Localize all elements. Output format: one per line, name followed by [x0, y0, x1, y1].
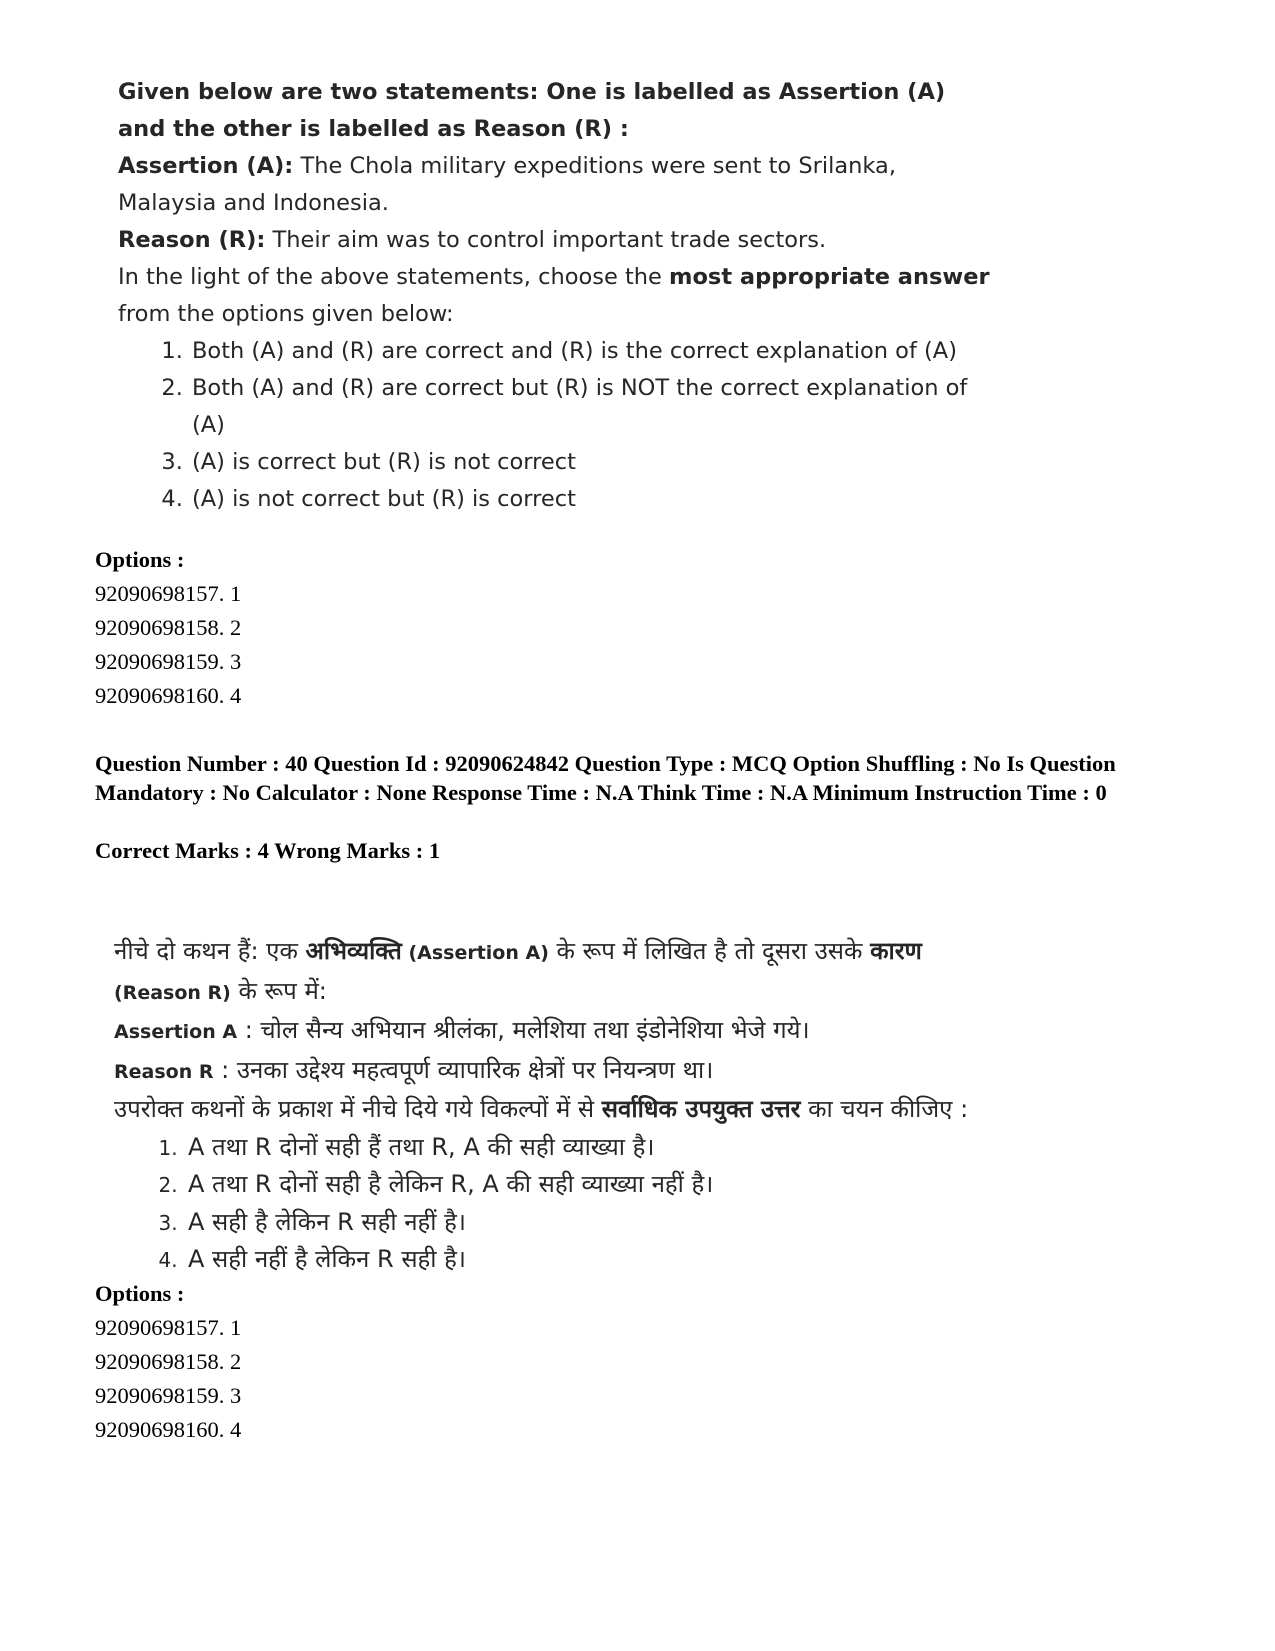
question-40-marks: [95, 837, 1175, 866]
assertion: Assertion (A): The Chola military expeditions were sent to Srilanka, Malaysia and Indonesia.: [118, 153, 896, 216]
choice-item: 3. (A) is correct but (R) is not correct: [190, 444, 998, 481]
option-item: 92090698160. 4: [95, 683, 242, 708]
instruction: In the light of the above statements, choose the most appropriate answer from the options given below:: [118, 264, 990, 327]
choice-item: 2. Both (A) and (R) are correct but (R) is NOT the correct explanation of (A): [190, 370, 998, 444]
options-list-1: [95, 543, 241, 713]
reason: Reason (R): Their aim was to control important trade sectors.: [118, 227, 827, 253]
question-intro: Given below are two statements: One is labelled as Assertion (A) and the other is labelled as Reason (R) :: [118, 79, 946, 142]
question-info: Question Number : 40 Question Id : 92090624842 Question Type : MCQ Option Shuffling : No Is Question Mandatory : No Calculator : None Response Time : N.A Think Time : N.A Minimum Instruction Time : 0: [95, 751, 1116, 805]
choice-item: 1. A तथा R दोनों सही हैं तथा R, A की सही व्याख्या है।: [184, 1129, 1014, 1167]
choice-item: 2. A तथा R दोनों सही है लेकिन R, A की सही व्याख्या नहीं है।: [184, 1166, 1014, 1204]
question-40-hindi: [114, 933, 1014, 1279]
option-item: 92090698159. 3: [95, 1383, 242, 1408]
answer-choices: [114, 1129, 1014, 1279]
question-39-english: [118, 74, 998, 518]
reason: Reason R : उनका उद्देश्य महत्वपूर्ण व्यापारिक क्षेत्रों पर नियन्त्रण था।: [114, 1055, 714, 1084]
answer-choices: [118, 333, 998, 518]
options-header: Options :: [95, 1281, 185, 1306]
choice-item: 4. A सही नहीं है लेकिन R सही है।: [184, 1241, 1014, 1279]
options-list-2: [95, 1277, 241, 1447]
choice-item: 1. Both (A) and (R) are correct and (R) is the correct explanation of (A): [190, 333, 998, 370]
option-item: 92090698157. 1: [95, 1315, 242, 1340]
assertion: Assertion A : चोल सैन्य अभियान श्रीलंका, मलेशिया तथा इंडोनेशिया भेजे गये।: [114, 1016, 810, 1044]
instruction: उपरोक्त कथनों के प्रकाश में नीचे दिये गये विकल्पों में से सर्वाधिक उपयुक्त उत्तर का चयन कीजिए :: [114, 1095, 969, 1123]
marks-info: Correct Marks : 4 Wrong Marks : 1: [95, 838, 441, 863]
options-header: Options :: [95, 547, 185, 572]
option-item: 92090698158. 2: [95, 1349, 242, 1374]
choice-item: 3. A सही है लेकिन R सही नहीं है।: [184, 1204, 1014, 1242]
question-40-metadata: [95, 750, 1175, 807]
option-item: 92090698158. 2: [95, 615, 242, 640]
option-item: 92090698157. 1: [95, 581, 242, 606]
option-item: 92090698160. 4: [95, 1417, 242, 1442]
choice-item: 4. (A) is not correct but (R) is correct: [190, 481, 998, 518]
option-item: 92090698159. 3: [95, 649, 242, 674]
question-intro: नीचे दो कथन हैं: एक अभिव्यक्ति (Assertion A) के रूप में लिखित है तो दूसरा उसके कारण (Reason R) के रूप में:: [114, 937, 922, 1005]
